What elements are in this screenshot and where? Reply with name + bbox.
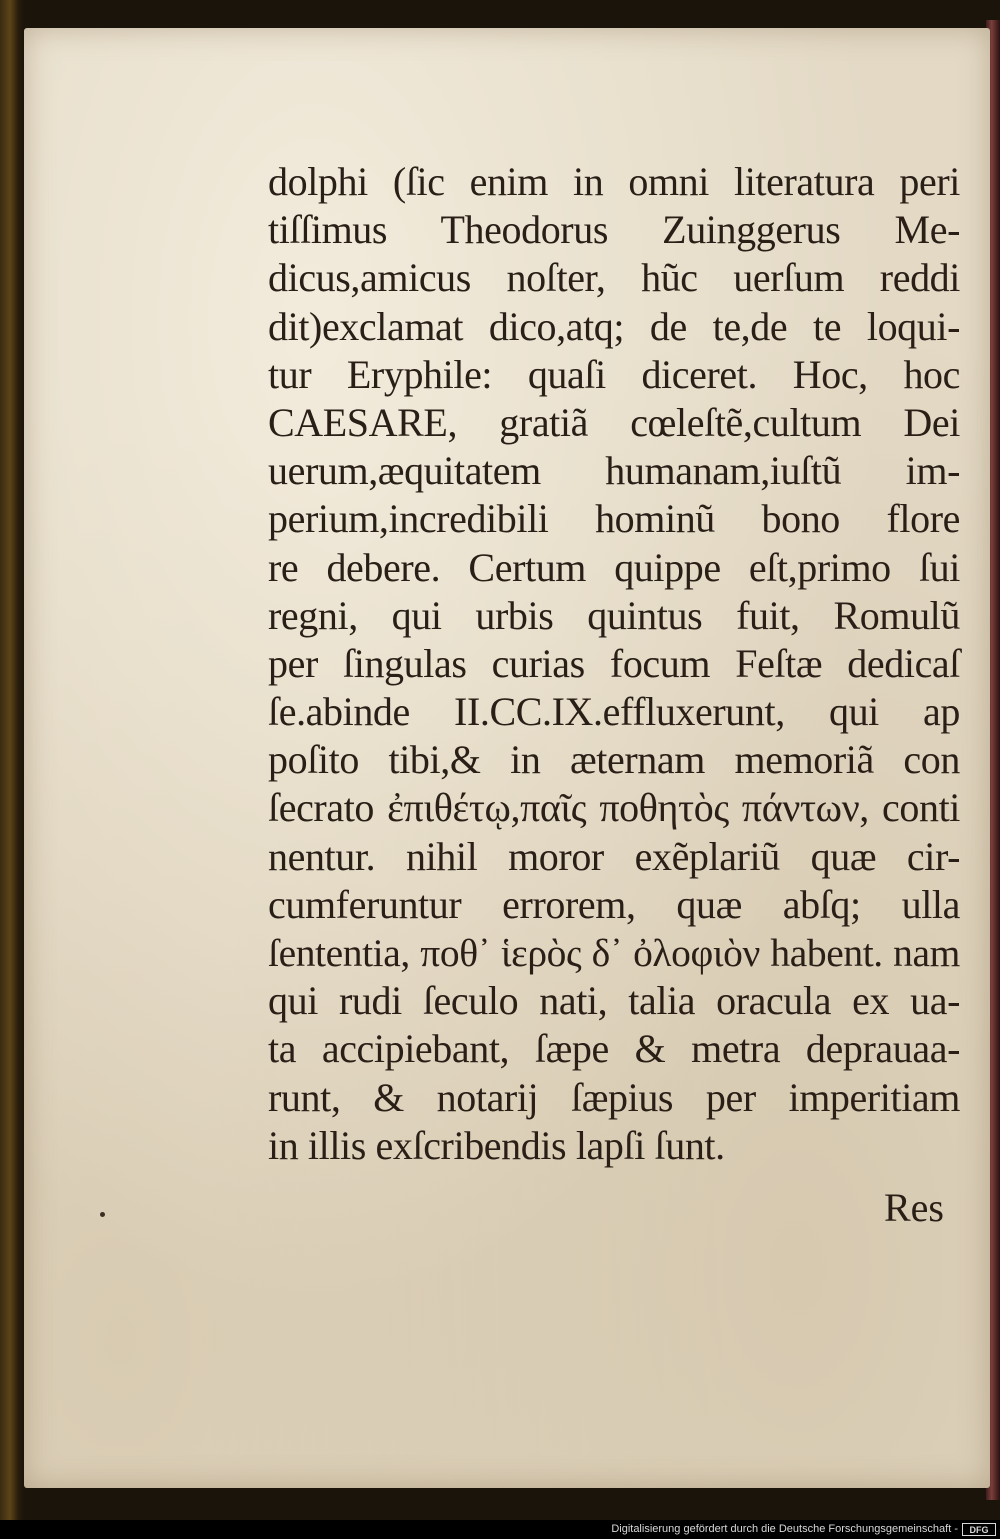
text-line: uerum,æquitatem humanam,iuſtũ im- [268,448,960,494]
text-line: dicus,amicus noſter, hũc uerſum reddi [268,255,960,301]
text-line: ſecrato ἐπιθέτῳ,παῖς ποθητὸς πάντων, conti [268,785,960,831]
ink-speck [100,1212,105,1217]
text-line: ſententia, ποθ᾽ ἱερὸς δ᾽ ὀλοφιὸν habent. nam [268,931,960,975]
text-line: runt, & notarij ſæpius per imperitiam [268,1074,960,1120]
catchword: Res [884,1185,944,1230]
text-line: dit)exclamat dico,atq; de te,de te loqui- [268,303,960,349]
text-line-last: in illis exſcribendis lapſi ſunt. [268,1122,725,1168]
text-line: ta accipiebant, ſæpe & metra deprauaa- [268,1026,960,1072]
text-line: perium,incredibili hominũ bono flore [268,496,960,542]
text-line: regni, qui urbis quintus fuit, Romulũ [268,592,960,638]
footer-bar [0,1520,1000,1539]
main-text-block [268,158,960,1170]
dfg-logo-icon: DFG [962,1523,996,1536]
text-line: qui rudi ſeculo nati, talia oracula ex ua- [268,978,960,1024]
text-line: re debere. Certum quippe eſt,primo ſui [268,544,960,590]
footer-credit: Digitalisierung gefördert durch die Deutsche Forschungsgemeinschaft - [611,1523,958,1535]
text-line: cumferuntur errorem, quæ abſq; ulla [268,881,960,927]
text-line: tur Eryphile: quaſi diceret. Hoc, hoc [268,351,960,397]
text-line: poſito tibi,& in æternam memoriã con [268,737,960,783]
text-line: dolphi (ſic enim in omni literatura peri [268,159,960,204]
text-line: ſe.abinde II.CC.IX.effluxerunt, qui ap [268,689,960,735]
text-line: nentur. nihil moror exẽplariũ quæ cir- [268,833,960,879]
text-line: tiſſimus Theodorus Zuinggerus Me- [268,207,960,253]
text-line: CAESARE, gratiã cœleſtẽ,cultum Dei [268,399,960,445]
text-line: per ſingulas curias focum Feſtæ dedicaſ [268,640,960,686]
